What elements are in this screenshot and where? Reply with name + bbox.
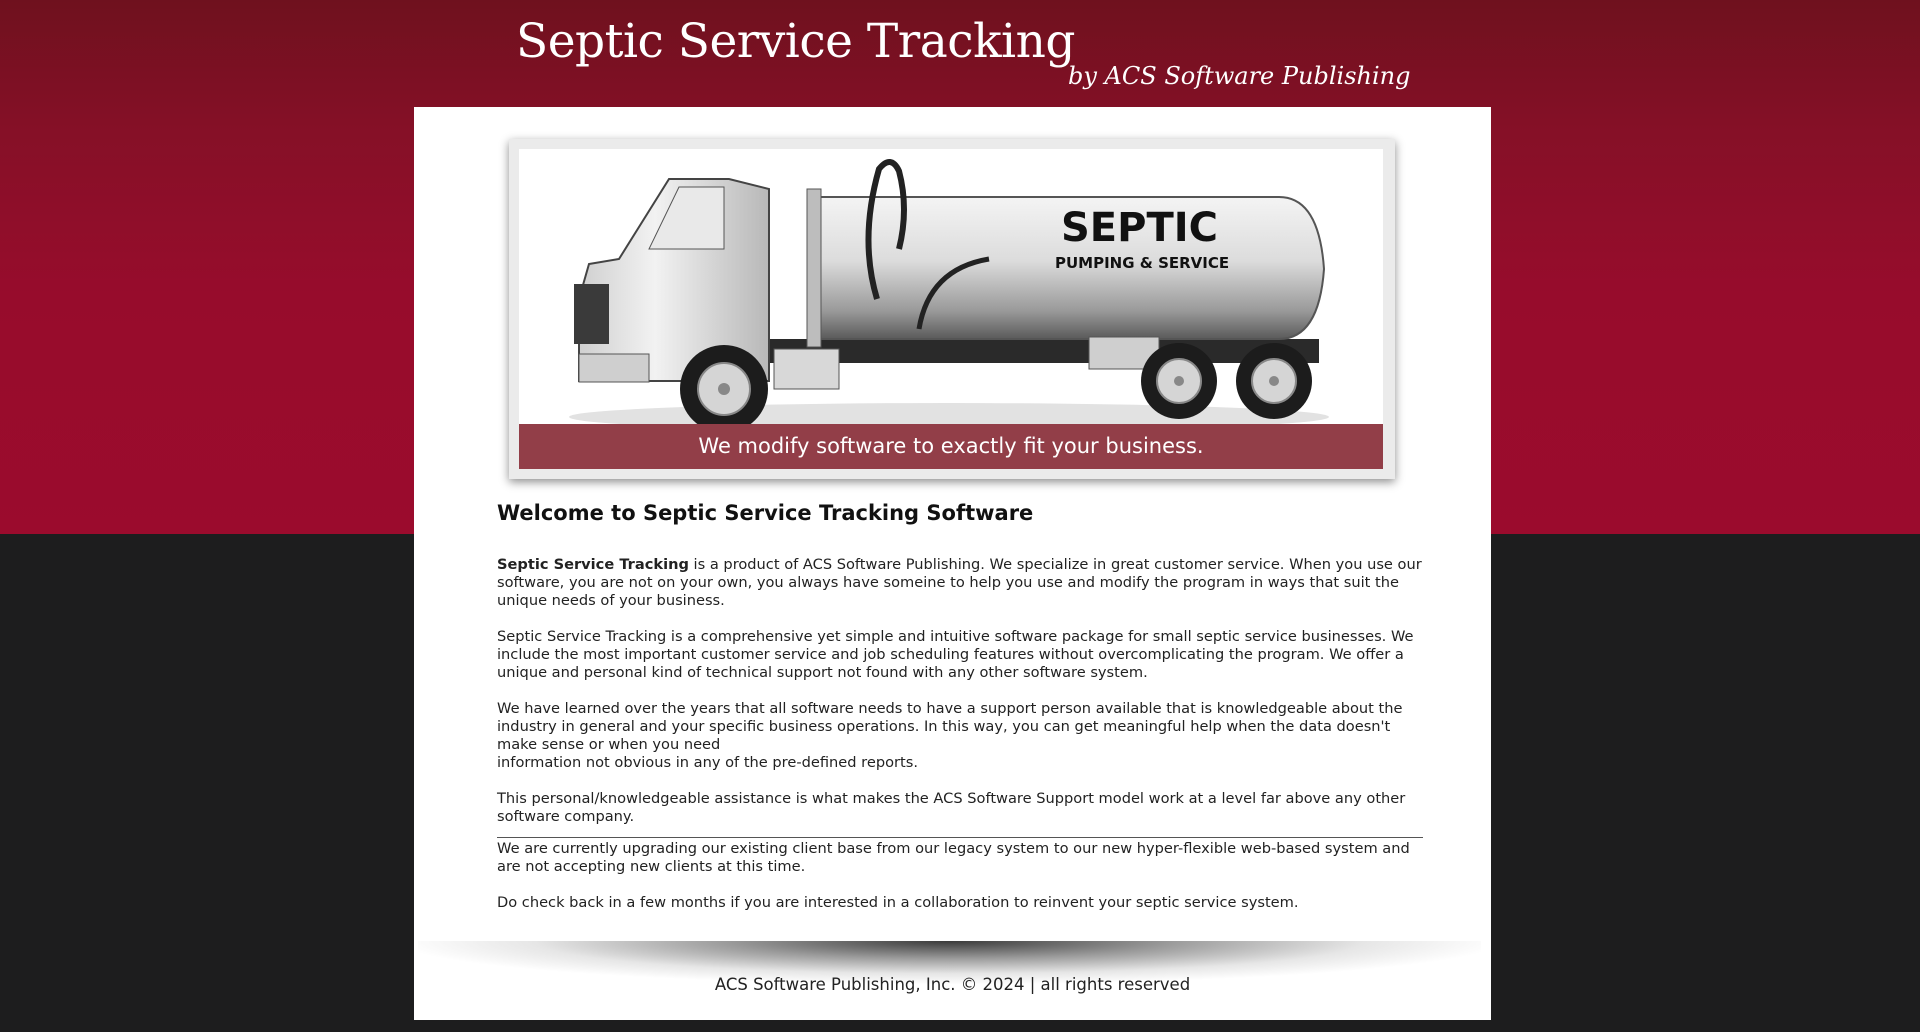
support-text-line2: information not obvious in any of the pre-defined reports. xyxy=(497,754,918,771)
main-text xyxy=(497,500,1427,930)
welcome-heading: Welcome to Septic Service Tracking Software xyxy=(497,501,1034,525)
truck-subtitle-text: PUMPING & SERVICE xyxy=(1055,254,1230,272)
intro-text: is a product of ACS Software Publishing. We specialize in great customer service. When you use our software, you are not on your own, you always have someine to help you use and modify the program in ways that suit the unique needs of your business. xyxy=(497,556,1422,609)
hero-frame xyxy=(509,139,1395,479)
site-title: Septic Service Tracking xyxy=(516,14,1075,69)
overview-paragraph: Septic Service Tracking is a comprehensive yet simple and intuitive software package for small septic service businesses. We include the most important customer service and job scheduling features without overcomplicating the program. We offer a unique and personal kind of technical support not found with any other software system. xyxy=(497,628,1414,681)
check-back-paragraph: Do check back in a few months if you are interested in a collaboration to reinvent your septic service system. xyxy=(497,894,1299,911)
content-panel xyxy=(414,107,1491,1020)
footer-copyright: ACS Software Publishing, Inc. © 2024 | all rights reserved xyxy=(714,975,1191,994)
site-byline: by ACS Software Publishing xyxy=(1068,62,1411,90)
divider-line xyxy=(497,826,1423,838)
truck-brand-text: SEPTIC xyxy=(1061,205,1218,251)
hero-banner: We modify software to exactly fit your business. xyxy=(519,424,1383,469)
intro-paragraph xyxy=(497,556,1427,610)
support-paragraph xyxy=(497,700,1427,772)
assistance-paragraph: This personal/knowledgeable assistance is what makes the ACS Software Support model work at a level far above any other software company. xyxy=(497,790,1406,825)
support-text-line1: We have learned over the years that all software needs to have a support person available that is knowledgeable about the industry in general and your specific business operations. In this way, you can get meaningful help when the data doesn't make sense or when you need xyxy=(497,700,1403,753)
septic-truck-image xyxy=(519,149,1383,469)
intro-product-name: Septic Service Tracking xyxy=(497,556,689,573)
truck-illustration xyxy=(519,149,1383,469)
upgrade-notice-paragraph: We are currently upgrading our existing client base from our legacy system to our new hyper-flexible web-based system and are not accepting new clients at this time. xyxy=(497,840,1410,875)
